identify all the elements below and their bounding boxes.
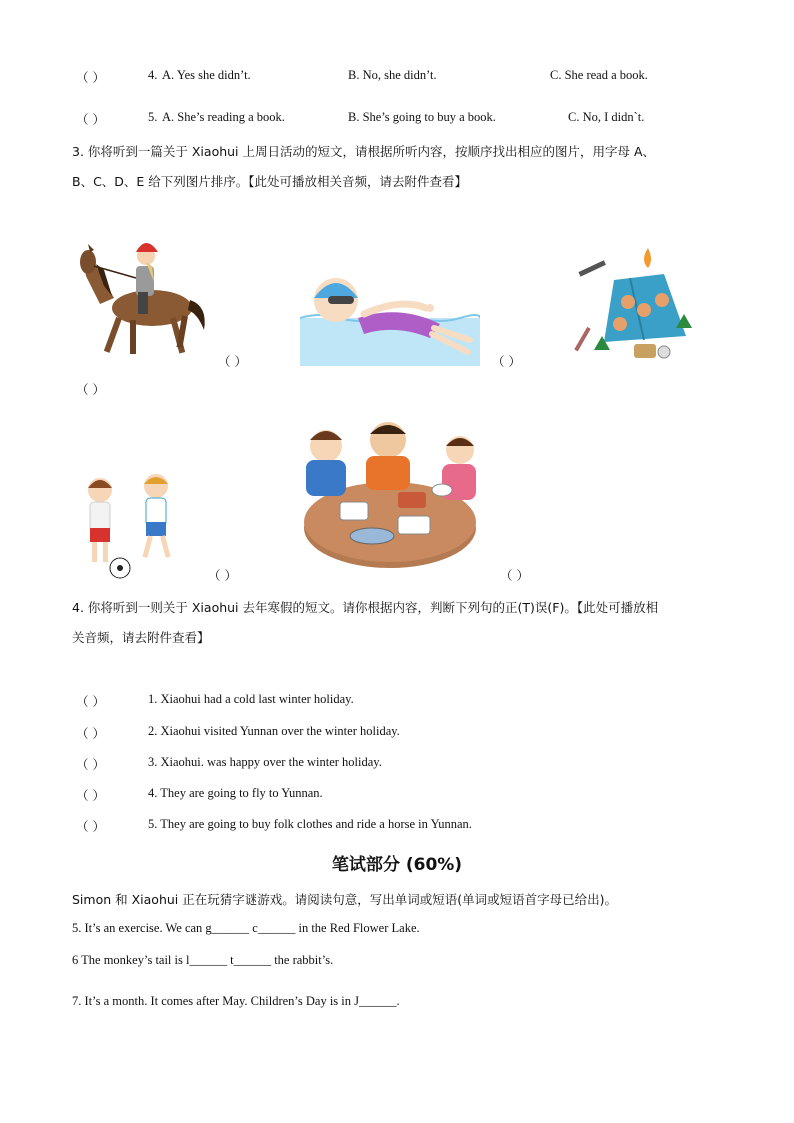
q2-item4-paren[interactable]: （ ） xyxy=(76,70,105,85)
q4-item2-text: 2. Xiaohui visited Yunnan over the winter holiday. xyxy=(148,724,400,738)
picture2-blank[interactable]: （ ） xyxy=(492,354,521,369)
q4-item4-text: 4. They are going to fly to Yunnan. xyxy=(148,786,323,800)
swimming-picture xyxy=(300,268,480,368)
horse-riding-picture xyxy=(74,226,214,362)
picture4-blank[interactable]: （ ） xyxy=(208,568,237,583)
q2-item5-option-b[interactable]: B. She’s going to buy a book. xyxy=(348,110,496,124)
q2-item5-option-a[interactable]: A. She’s reading a book. xyxy=(162,110,285,124)
q4-item4-paren[interactable]: （ ） xyxy=(76,788,105,803)
written-q6[interactable]: 6 The monkey’s tail is l______ t______ the rabbit’s. xyxy=(72,953,334,967)
q3-instruction-line2: B、C、D、E 给下列图片排序。【此处可播放相关音频，请去附件查看】 xyxy=(72,174,468,189)
q3-instruction-line1: 3. 你将听到一篇关于 Xiaohui 上周日活动的短文，请根据所听内容，按顺序找出相应的图片，用字母 A、 xyxy=(72,144,656,159)
q2-item4-option-a[interactable]: A. Yes she didn’t. xyxy=(162,68,251,82)
q2-item5-num: 5. xyxy=(148,110,158,124)
family-dinner-picture xyxy=(302,416,478,572)
q4-instruction-line1: 4. 你将听到一则关于 Xiaohui 去年寒假的短文。请你根据内容，判断下列句的正(T)误(F)。【此处可播放相 xyxy=(72,600,659,615)
q4-item3-text: 3. Xiaohui. was happy over the winter holiday. xyxy=(148,755,382,769)
written-intro: Simon 和 Xiaohui 正在玩猜字谜游戏。请阅读句意，写出单词或短语(单词或短语首字母已给出)。 xyxy=(72,892,617,907)
q4-item5-text: 5. They are going to buy folk clothes and ride a horse in Yunnan. xyxy=(148,817,472,831)
written-q5[interactable]: 5. It’s an exercise. We can g______ c______ in the Red Flower Lake. xyxy=(72,921,420,935)
picture1-blank[interactable]: （ ） xyxy=(218,354,247,369)
q4-item2-paren[interactable]: （ ） xyxy=(76,726,105,741)
q4-item1-paren[interactable]: （ ） xyxy=(76,694,105,709)
q2-item5-option-c[interactable]: C. No, I didn`t. xyxy=(568,110,645,124)
picture3-blank[interactable]: （ ） xyxy=(76,382,105,397)
q2-item4-num: 4. xyxy=(148,68,158,82)
q2-item4-option-b[interactable]: B. No, she didn’t. xyxy=(348,68,437,82)
q2-item5-paren[interactable]: （ ） xyxy=(76,112,105,127)
picture5-blank[interactable]: （ ） xyxy=(500,568,529,583)
q2-item4-option-c[interactable]: C. She read a book. xyxy=(550,68,648,82)
written-q7[interactable]: 7. It’s a month. It comes after May. Children’s Day is in J______. xyxy=(72,994,400,1008)
q4-item1-text: 1. Xiaohui had a cold last winter holiday. xyxy=(148,692,354,706)
camping-picture xyxy=(574,240,700,366)
q4-instruction-line2: 关音频，请去附件查看】 xyxy=(72,630,210,645)
q4-item5-paren[interactable]: （ ） xyxy=(76,819,105,834)
q4-item3-paren[interactable]: （ ） xyxy=(76,757,105,772)
football-picture xyxy=(70,470,206,580)
written-section-title: 笔试部分 (60%) xyxy=(331,855,463,875)
